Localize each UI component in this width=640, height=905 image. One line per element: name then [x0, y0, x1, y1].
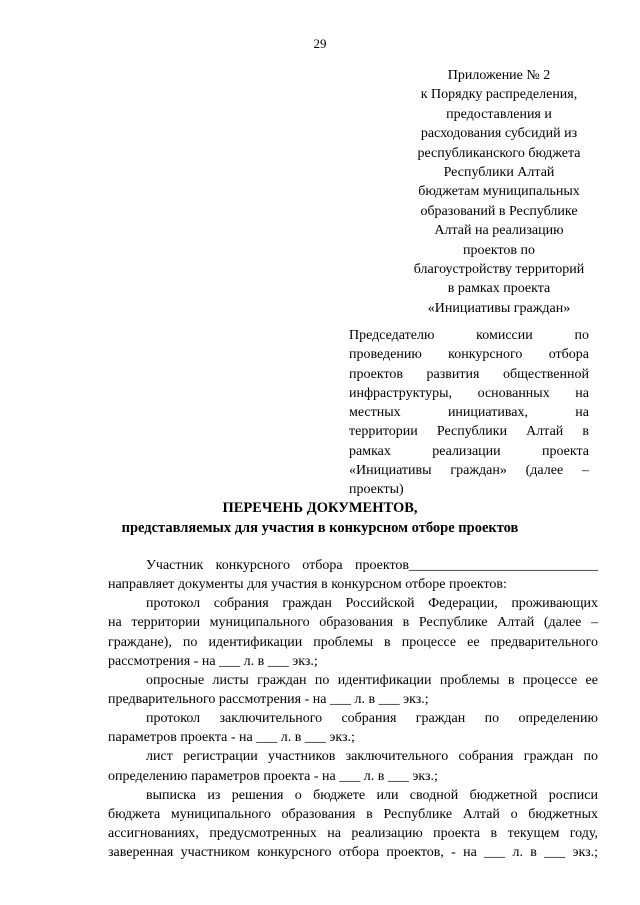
document-title — [0, 498, 640, 538]
body-line: протокол собрания граждан Российской Федерации, проживающих — [146, 596, 598, 612]
page-number: 29 — [313, 36, 327, 51]
recipient-line: «Инициативы граждан» (далее – — [349, 463, 589, 479]
body-line: Участник конкурсного отбора проектов___________________________ — [146, 558, 598, 573]
body-line: предварительного рассмотрения - на ___ л. в ___ экз.; — [108, 691, 429, 707]
body-line: протокол заключительного собрания граждан по определению — [146, 711, 598, 727]
body-line: ассигнованиях, предусмотренных на реализацию проекта в текущем году, — [108, 825, 598, 841]
recipient-line: Председателю комиссии по — [349, 328, 589, 343]
recipient-line: местных инициативах, на — [349, 405, 589, 421]
annex-line: к Порядку распределения, — [420, 87, 578, 103]
title-line-1: ПЕРЕЧЕНЬ ДОКУМЕНТОВ, — [222, 500, 418, 516]
title-line-2: представляемых для участия в конкурсном отборе проектов — [121, 520, 519, 536]
annex-line: предоставления и — [446, 106, 552, 122]
body-line: выписка из решения о бюджете или сводной бюджетной росписи — [146, 787, 598, 803]
recipient-line: территории Республики Алтай в — [349, 424, 589, 440]
recipient-line: инфраструктуры, основанных на — [349, 385, 589, 401]
recipient-line: проектов развития общественной — [349, 366, 589, 382]
recipient-line: проведению конкурсного отбора — [349, 347, 589, 363]
annex-line: образований в Республике — [420, 203, 578, 219]
body-line: опросные листы граждан по идентификации проблемы в процессе ее — [146, 672, 598, 688]
body-line: заверенная участником конкурсного отбора проектов, - на ___ л. в ___ экз.; — [108, 845, 598, 861]
annex-line: бюджетам муниципальных — [418, 184, 580, 200]
annex-line: Алтай на реализацию — [434, 223, 564, 239]
annex-line: Приложение № 2 — [447, 68, 551, 83]
annex-line: Республики Алтай — [443, 165, 555, 181]
body-line: на территории муниципального образования в Республике Алтай (далее – — [108, 615, 598, 631]
annex-line: «Инициативы граждан» — [427, 300, 571, 316]
body-line: рассмотрения - на ___ л. в ___ экз.; — [108, 653, 318, 669]
annex-block — [386, 66, 612, 318]
document-body — [108, 556, 598, 862]
body-line: параметров проекта - на ___ л. в ___ экз.; — [108, 730, 355, 746]
body-line: направляет документы для участия в конкурсном отборе проектов: — [108, 577, 507, 593]
annex-line: в рамках проекта — [447, 281, 551, 297]
annex-line: благоустройству территорий — [413, 262, 585, 278]
body-line: определению параметров проекта - на ___ л. в ___ экз.; — [108, 768, 438, 784]
annex-line: проектов по — [462, 242, 536, 258]
annex-line: республиканского бюджета — [417, 145, 581, 161]
body-line: лист регистрации участников заключительного собрания граждан по — [146, 749, 598, 765]
recipient-block — [349, 326, 589, 500]
annex-line: расходования субсидий из — [420, 126, 578, 142]
body-line: граждане), по идентификации проблемы в процессе ее предварительного — [108, 634, 598, 650]
body-line: бюджета муниципального образования в Республике Алтай о бюджетных — [108, 806, 598, 822]
recipient-line: проекты) — [349, 482, 404, 498]
recipient-line: рамках реализации проекта — [349, 443, 589, 459]
